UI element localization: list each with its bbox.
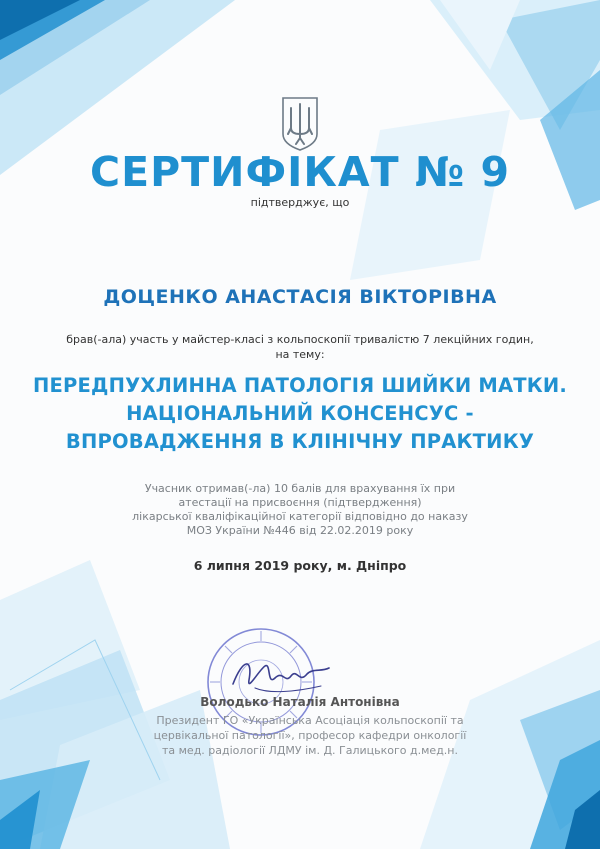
topic-line: НАЦІОНАЛЬНИЙ КОНСЕНСУС -	[126, 402, 474, 425]
date-place: 6 липня 2019 року, м. Дніпро	[193, 558, 407, 573]
signer-description-line: Президент ГО «Українська Асоціація кольпоскопії та	[156, 714, 464, 727]
trident-icon	[279, 94, 321, 152]
points-line: атестації на присвоєння (підтвердження)	[178, 496, 422, 509]
points-line: МОЗ України №446 від 22.02.2019 року	[186, 524, 414, 537]
signer-description-line: та мед. радіології ЛДМУ ім. Д. Галицького д.мед.н.	[161, 744, 458, 757]
signer-name: Володько Наталія Антонівна	[200, 695, 400, 709]
signature	[225, 650, 335, 700]
topic-line: ПЕРЕДПУХЛИННА ПАТОЛОГІЯ ШИЙКИ МАТКИ.	[32, 374, 568, 397]
recipient-name: ДОЦЕНКО АНАСТАСІЯ ВІКТОРІВНА	[103, 286, 497, 308]
signer-description-line: цервікальної патології», професор кафедри онкології	[153, 729, 467, 742]
participation-text: брав(-ала) участь у майстер-класі з кольпоскопії тривалістю 7 лекційних годин, на тему:	[66, 333, 534, 361]
signer-description	[120, 713, 500, 758]
topic-title	[0, 372, 600, 456]
points-line: Учасник отримав(-ла) 10 балів для врахування їх при	[144, 482, 456, 495]
confirms-text: підтверджує, що	[250, 196, 350, 209]
certificate-title: СЕРТИФІКАТ № 9	[90, 148, 510, 196]
topic-line: ВПРОВАДЖЕННЯ В КЛІНІЧНУ ПРАКТИКУ	[65, 430, 535, 453]
points-note	[120, 482, 480, 538]
points-line: лікарської кваліфікаційної категорії відповідно до наказу	[132, 510, 468, 523]
